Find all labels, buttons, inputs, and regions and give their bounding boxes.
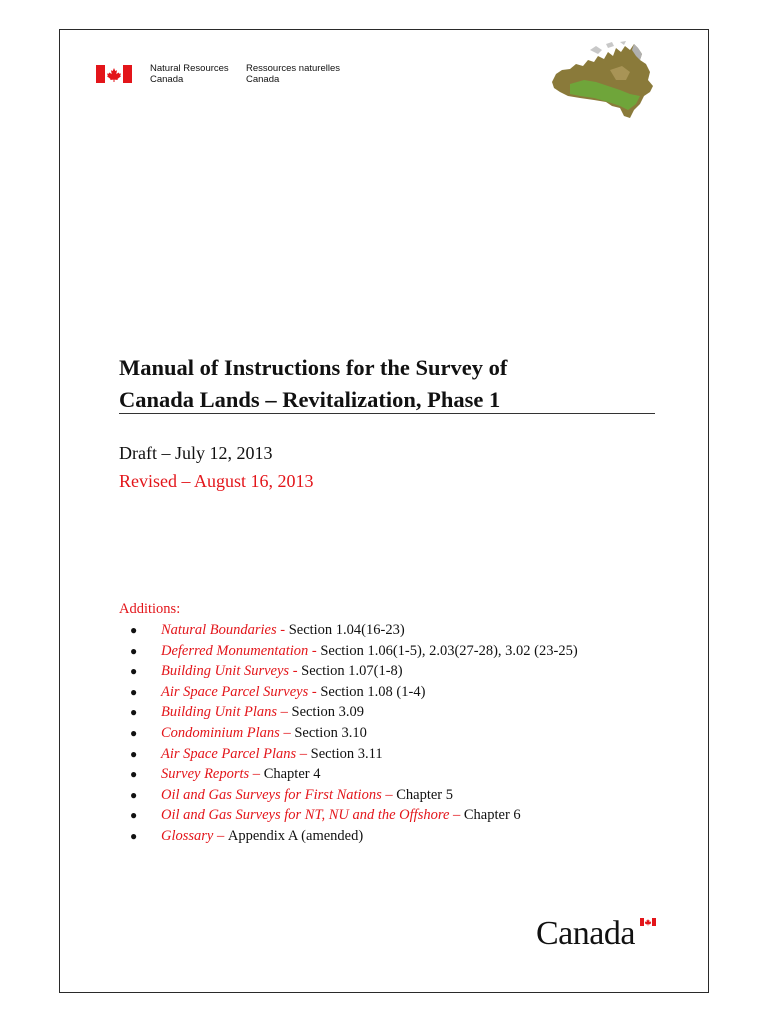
addition-item bbox=[128, 702, 578, 723]
bullet-icon: ● bbox=[130, 643, 138, 658]
addition-reference: Chapter 5 bbox=[396, 786, 454, 803]
addition-reference: Section 3.09 bbox=[291, 704, 364, 721]
bullet-icon: ● bbox=[130, 664, 138, 679]
canada-wordmark bbox=[536, 916, 656, 952]
addition-item bbox=[128, 826, 578, 847]
org-fr-line2: Canada bbox=[246, 74, 280, 85]
document-page bbox=[59, 29, 709, 993]
canada-map-image bbox=[550, 40, 656, 122]
addition-item bbox=[128, 682, 578, 703]
addition-reference: Appendix A (amended) bbox=[227, 827, 364, 844]
org-en-line1: Natural Resources bbox=[150, 63, 229, 74]
bullet-icon: ● bbox=[130, 623, 138, 637]
revised-date: Revised – August 16, 2013 bbox=[119, 471, 314, 491]
addition-topic: Natural Boundaries - bbox=[161, 622, 289, 638]
bullet-icon: ● bbox=[130, 725, 138, 740]
bullet-icon: ● bbox=[130, 684, 138, 699]
addition-item bbox=[128, 641, 578, 662]
addition-topic: Glossary – bbox=[161, 827, 228, 844]
document-title bbox=[119, 352, 654, 416]
addition-reference: Chapter 6 bbox=[463, 807, 521, 824]
bullet-icon: ● bbox=[130, 767, 138, 782]
addition-topic: Air Space Parcel Plans – bbox=[161, 745, 311, 762]
bullet-icon: ● bbox=[130, 787, 138, 802]
addition-reference: Section 1.08 (1-4) bbox=[320, 683, 426, 700]
addition-reference: Section 1.04(16-23) bbox=[288, 622, 405, 638]
addition-item bbox=[128, 764, 578, 785]
addition-topic: Oil and Gas Surveys for First Nations – bbox=[161, 786, 397, 803]
canada-flag-icon bbox=[96, 65, 132, 83]
bullet-icon: ● bbox=[130, 746, 138, 761]
draft-date: Draft – July 12, 2013 bbox=[119, 443, 273, 463]
addition-topic: Condominium Plans – bbox=[161, 724, 295, 741]
addition-topic: Deferred Monumentation - bbox=[161, 642, 321, 659]
addition-reference: Section 1.07(1-8) bbox=[301, 663, 403, 680]
addition-item bbox=[128, 805, 578, 826]
addition-item bbox=[128, 785, 578, 806]
bullet-icon: ● bbox=[130, 808, 138, 823]
addition-reference: Section 1.06(1-5), 2.03(27-28), 3.02 (23-25) bbox=[320, 642, 578, 659]
bullet-icon: ● bbox=[130, 705, 138, 720]
title-line1: Manual of Instructions for the Survey of bbox=[119, 355, 508, 380]
title-line2: Canada Lands – Revitalization, Phase 1 bbox=[119, 387, 501, 412]
addition-reference: Section 3.11 bbox=[310, 745, 383, 762]
org-fr-line1: Ressources naturelles bbox=[246, 63, 340, 74]
wordmark-text: Canada bbox=[536, 915, 635, 952]
addition-reference: Chapter 4 bbox=[263, 766, 321, 783]
additions-heading: Additions: bbox=[119, 601, 181, 617]
title-divider bbox=[119, 413, 655, 414]
department-name-french bbox=[246, 63, 340, 85]
addition-item bbox=[128, 723, 578, 744]
addition-topic: Survey Reports – bbox=[161, 766, 264, 783]
org-en-line2: Canada bbox=[150, 74, 184, 85]
addition-topic: Building Unit Surveys - bbox=[161, 663, 302, 680]
addition-reference: Section 3.10 bbox=[294, 724, 367, 741]
addition-topic: Air Space Parcel Surveys - bbox=[161, 683, 321, 700]
wordmark-flag-icon bbox=[640, 918, 656, 926]
department-name-english bbox=[150, 63, 229, 85]
additions-list bbox=[128, 620, 578, 847]
addition-item bbox=[128, 661, 578, 682]
addition-topic: Building Unit Plans – bbox=[161, 704, 292, 721]
addition-item bbox=[128, 620, 578, 641]
bullet-icon: ● bbox=[130, 828, 138, 843]
addition-item bbox=[128, 744, 578, 765]
addition-topic: Oil and Gas Surveys for NT, NU and the Offshore – bbox=[161, 807, 464, 824]
